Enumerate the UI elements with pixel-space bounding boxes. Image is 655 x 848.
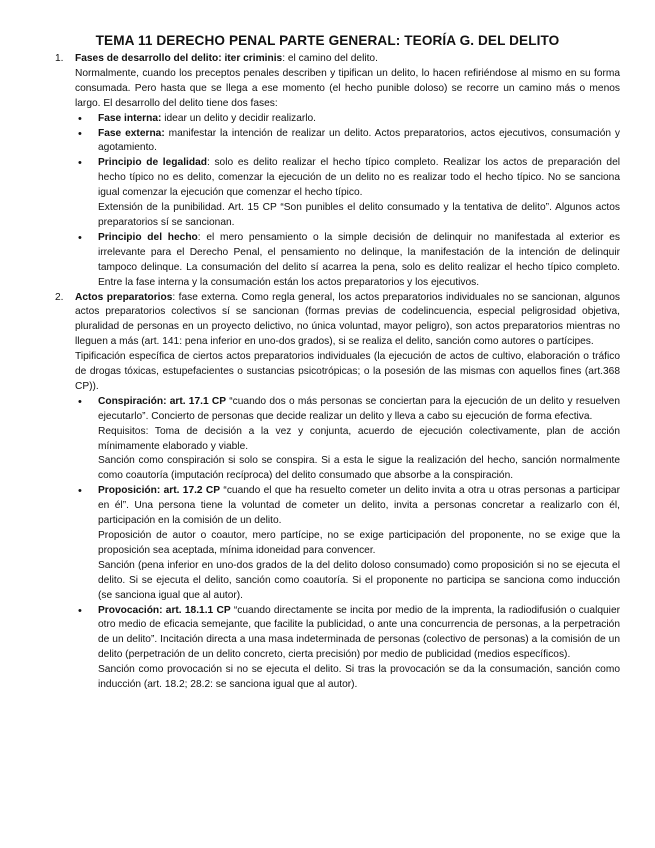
list-item-fase-externa — [98, 127, 620, 157]
item-extra: Extensión de la punibilidad. Art. 15 CP “Son punibles el delito consumado y la tentativa de delito”. Algunos actos preparatorios sí se sancionan. — [98, 202, 620, 228]
item-sancion: Sanción como conspiración si solo se conspira. Si a esta le sigue la realización del hecho, sanción normalmente como coautoría (imputación recíproca) del delito consumado que absorbe a la conspiración. — [98, 455, 620, 482]
list-item-provocacion — [98, 604, 620, 693]
section-heading-bold: Fases de desarrollo del delito: iter criminis — [75, 53, 283, 64]
item-heading: Conspiración: art. 17.1 CP — [98, 395, 227, 407]
item-text: : solo es delito realizar el hecho típico completo. Realizar los actos de preparación del hecho típico no es delito, comenzar la ejecución de un delito no es realizar todo el hecho típico. No se sanciona igual comenzar la ejecución que comenzar el hecho típico. — [98, 157, 620, 199]
document-body — [55, 52, 620, 693]
section-number: 1. — [55, 53, 64, 64]
item-extra: Proposición de autor o coautor, mero partícipe, no se exige participación del proponente, no se exige que la proposición sea aceptada, mínima idoneidad para convencer. — [98, 530, 620, 556]
item-text: “cuando el que ha resuelto cometer un delito invita a otra u otras personas a participar en él”. Una persona tiene la voluntad de cometer un delito, invita a personas concretar a realizarlo con él, participación en la comisión de un delito. — [98, 485, 620, 527]
page-title: TEMA 11 DERECHO PENAL PARTE GENERAL: TEORÍA G. DEL DELITO — [95, 33, 560, 48]
item-heading: Fase interna: — [98, 112, 162, 124]
item-sancion: Sanción (pena inferior en uno-dos grados de la del delito doloso consumado) como proposición si no se ejecuta el delito. Si se ejecuta el delito, sanción como coautoría. Si el proponente no participa se sanciona como inducción (se sanciona igual que al autor). — [98, 559, 620, 601]
item-text: “cuando directamente se incita por medio de la imprenta, la radiodifusión o cualquier otro medio de eficacia semejante, que facilite la publicidad, o ante una concurrencia de personas, a la perpetración de un delito”. Incitación directa a una masa indeterminada de personas (colectivo de personas) a la comisión de un delito (perpetración de un delito concreto, cierta precisión) por medio de publicidad (medios específicos). — [98, 604, 621, 661]
section-1-intro: Normalmente, cuando los preceptos penales describen y tipifican un delito, lo hacen refiriéndose al mismo en su forma consumada. Pero hasta que se llega a ese momento (el hecho punible doloso) se recorre un camino más o menos largo. El desarrollo del delito tiene dos fases: — [75, 67, 620, 109]
item-heading: Proposición: art. 17.2 CP — [98, 485, 221, 497]
section-heading-text: : fase externa. Como regla general, los actos preparatorios individuales no se sancionan, algunos actos preparatorios colectivos sí se sancionan (formas previas de codelincuencia, especial peligrosidad objetiva, pluralidad de personas en un proyecto delictivo, no única voluntad, mayor peligro), son actos preparatorios mientras no lleguen a más (art. 141: pena inferior en uno-dos grados), si se realiza el delito, sanción como autores o partícipes. — [75, 291, 620, 348]
list-item-fase-interna — [98, 112, 620, 127]
section-2-list — [55, 395, 620, 693]
list-item-conspiracion — [98, 395, 620, 484]
item-requisitos: Requisitos: Toma de decisión a la vez y conjunta, acuerdo de ejecución colectivamente, plan de acción mínimamente elaborado y viable. — [98, 425, 620, 452]
item-text: manifestar la intención de realizar un delito. Actos preparatorios, actos ejecutivos, consumación y agotamiento. — [98, 127, 620, 154]
list-item-principio-legalidad — [98, 156, 620, 231]
section-1-list — [55, 112, 620, 291]
item-text: : el mero pensamiento o la simple decisión de delinquir no manifestada al exterior es irrelevante para el Derecho Penal, el pensamiento no delinque, la manifestación de la intención de delinquir tampoco delinque. La consumación del delito sí acarrea la pena, solo es delito realizar el hecho típico completo. Entre la fase interna y la consumación están los actos preparatorios y los ejecutivos. — [98, 231, 620, 288]
section-2-tipificacion: Tipificación específica de ciertos actos preparatorios individuales (la ejecución de actos de cultivo, elaboración o tráfico de drogas tóxicas, estupefacientes o sustancias psicotrópicas; o la posesión de las mismas con aquellos fines (art.368 CP)). — [75, 351, 620, 392]
section-heading-text: : el camino del delito. — [282, 53, 378, 64]
section-heading — [75, 52, 620, 67]
item-heading: Fase externa: — [98, 127, 165, 139]
section-number: 2. — [55, 291, 64, 303]
item-text: “cuando dos o más personas se conciertan para la ejecución de un delito y resuelven ejecutarlo”. Concierto de personas que decide realizar un delito y lleva a cabo su ejecución de forma efectiva. — [98, 395, 620, 422]
item-heading: Principio del hecho — [98, 231, 198, 243]
section-heading — [75, 291, 620, 351]
list-item-principio-hecho — [98, 231, 620, 291]
item-text: idear un delito y decidir realizarlo. — [161, 112, 317, 124]
section-2 — [55, 291, 620, 351]
section-heading-bold: Actos preparatorios — [75, 291, 173, 303]
list-item-proposicion — [98, 484, 620, 603]
item-heading: Principio de legalidad — [98, 157, 207, 169]
section-1 — [55, 52, 620, 67]
item-sancion: Sanción como provocación si no se ejecuta el delito. Si tras la provocación se da la consumación, sanción como inducción (art. 18.2; 28.2: se sanciona igual que al autor). — [98, 664, 620, 691]
item-heading: Provocación: art. 18.1.1 CP — [98, 604, 231, 616]
